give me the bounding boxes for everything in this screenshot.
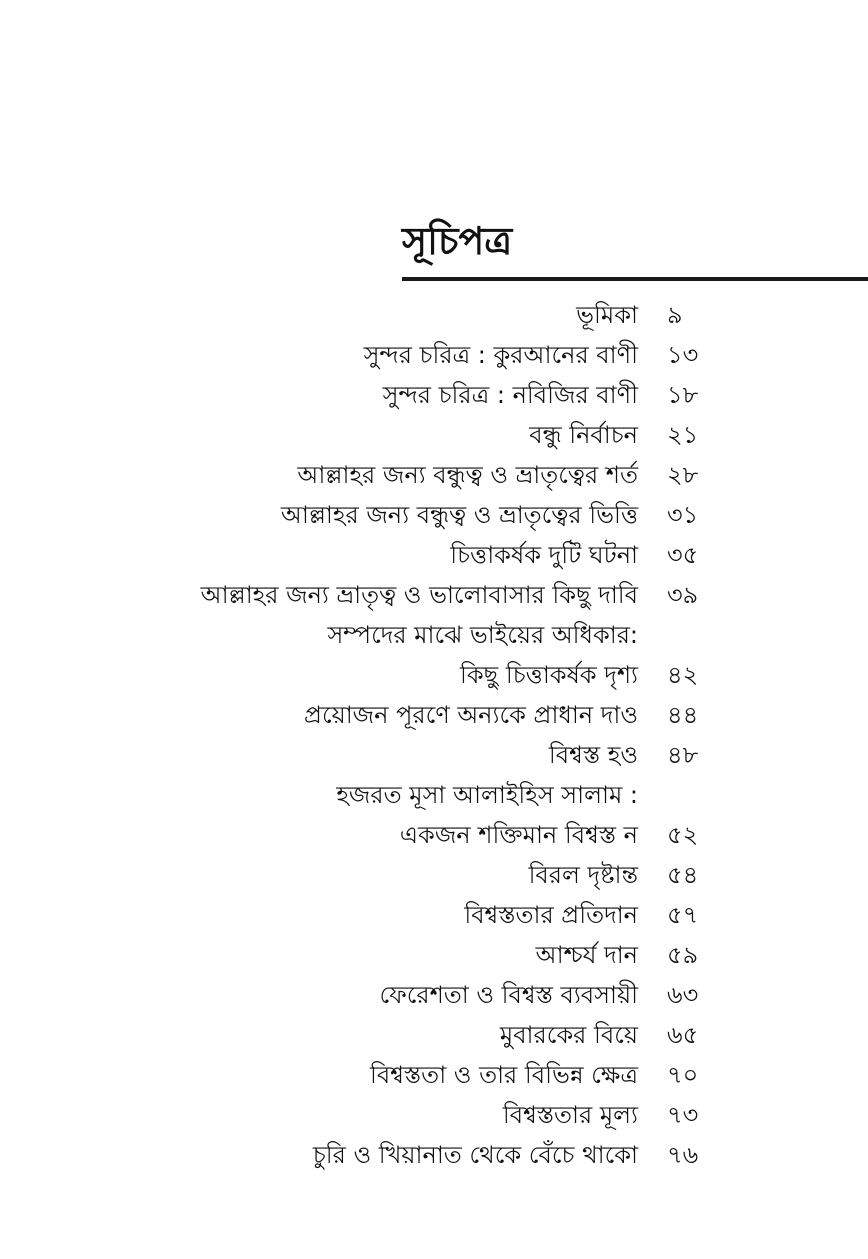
toc-entry-title: বিশ্বস্ততার প্রতিদান [464,901,638,929]
toc-section-title: সম্পদের মাঝে ভাইয়ের অধিকার: [327,621,638,649]
title-underline [402,277,868,281]
toc-entry-title: ভূমিকা [576,301,638,329]
toc-entry-page: ৯ [667,301,683,329]
toc-entry [0,655,868,695]
toc-entry-page: ৫৯ [667,941,699,969]
toc-entry-page: ৬৩ [667,981,699,1009]
toc-entry-title: সুন্দর চরিত্র : কুরআনের বাণী [363,341,638,369]
toc-entry-page: ৪৮ [667,741,699,769]
toc-entry [0,1095,868,1135]
toc-entry-title: বিরল দৃষ্টান্ত [528,861,638,889]
toc-entry-title: চুরি ও খিয়ানাত থেকে বেঁচে থাকো [312,1141,638,1169]
table-of-contents [0,295,868,1175]
toc-entry-page: ৩১ [667,501,699,529]
toc-entry-title: ফেরেশতা ও বিশ্বস্ত ব্যবসায়ী [379,981,638,1009]
toc-entry [0,1135,868,1175]
toc-entry-page: ২৮ [667,461,699,489]
toc-entry-title: সুন্দর চরিত্র : নবিজির বাণী [382,381,638,409]
toc-entry-page: ৭৩ [667,1101,699,1129]
toc-section-heading [0,615,868,655]
toc-entry [0,895,868,935]
page-title: সূচিপত্র [402,219,513,263]
toc-entry-page: ৪২ [667,661,699,689]
toc-entry-title: প্রয়োজন পূরণে অন্যকে প্রাধান দাও [304,701,638,729]
toc-entry-page: ১৩ [667,341,699,369]
toc-entry [0,695,868,735]
toc-entry-page: ৭০ [667,1061,699,1089]
toc-entry [0,975,868,1015]
toc-entry-title: চিত্তাকর্ষক দুটি ঘটনা [450,541,638,569]
toc-entry [0,415,868,455]
toc-entry-page: ১৮ [667,381,699,409]
toc-entry-title: আল্লাহর জন্য বন্ধুত্ব ও ভ্রাতৃত্বের ভিত্তি [280,501,638,529]
toc-entry-title: আল্লাহর জন্য বন্ধুত্ব ও ভ্রাতৃত্বের শর্ত [297,461,638,489]
toc-entry-page: ৭৬ [667,1141,699,1169]
toc-entry-title: কিছু চিত্তাকর্ষক দৃশ্য [460,661,638,689]
toc-entry-page: ৪৪ [667,701,699,729]
toc-entry-title: আল্লাহর জন্য ভ্রাতৃত্ব ও ভালোবাসার কিছু দাবি [200,581,638,609]
toc-entry [0,935,868,975]
toc-entry [0,1015,868,1055]
toc-entry-page: ৬৫ [667,1021,699,1049]
toc-entry-title: আশ্চর্য দান [535,941,638,969]
toc-entry-title: বিশ্বস্ততার মূল্য [502,1101,638,1129]
toc-entry [0,1055,868,1095]
toc-entry [0,535,868,575]
toc-entry-title: বিশ্বস্ততা ও তার বিভিন্ন ক্ষেত্র [370,1061,638,1089]
toc-entry-page: ৩৫ [667,541,699,569]
toc-entry-page: ৫৭ [667,901,699,929]
toc-entry-page: ৫২ [667,821,699,849]
toc-entry [0,815,868,855]
toc-entry [0,295,868,335]
toc-entry [0,335,868,375]
toc-entry-title: বন্ধু নির্বাচন [529,421,638,449]
toc-entry [0,375,868,415]
toc-entry [0,735,868,775]
toc-entry-page: ৫৪ [667,861,699,889]
toc-entry [0,575,868,615]
toc-entry [0,495,868,535]
toc-entry-page: ৩৯ [667,581,699,609]
toc-section-title: হজরত মূসা আলাইহিস সালাম : [336,781,638,809]
toc-section-heading [0,775,868,815]
toc-entry-page: ২১ [667,421,699,449]
toc-entry-title: একজন শক্তিমান বিশ্বস্ত ন [399,821,638,849]
toc-entry-title: মুবারকের বিয়ে [499,1021,638,1049]
toc-entry [0,855,868,895]
toc-entry [0,455,868,495]
toc-entry-title: বিশ্বস্ত হও [548,741,638,769]
